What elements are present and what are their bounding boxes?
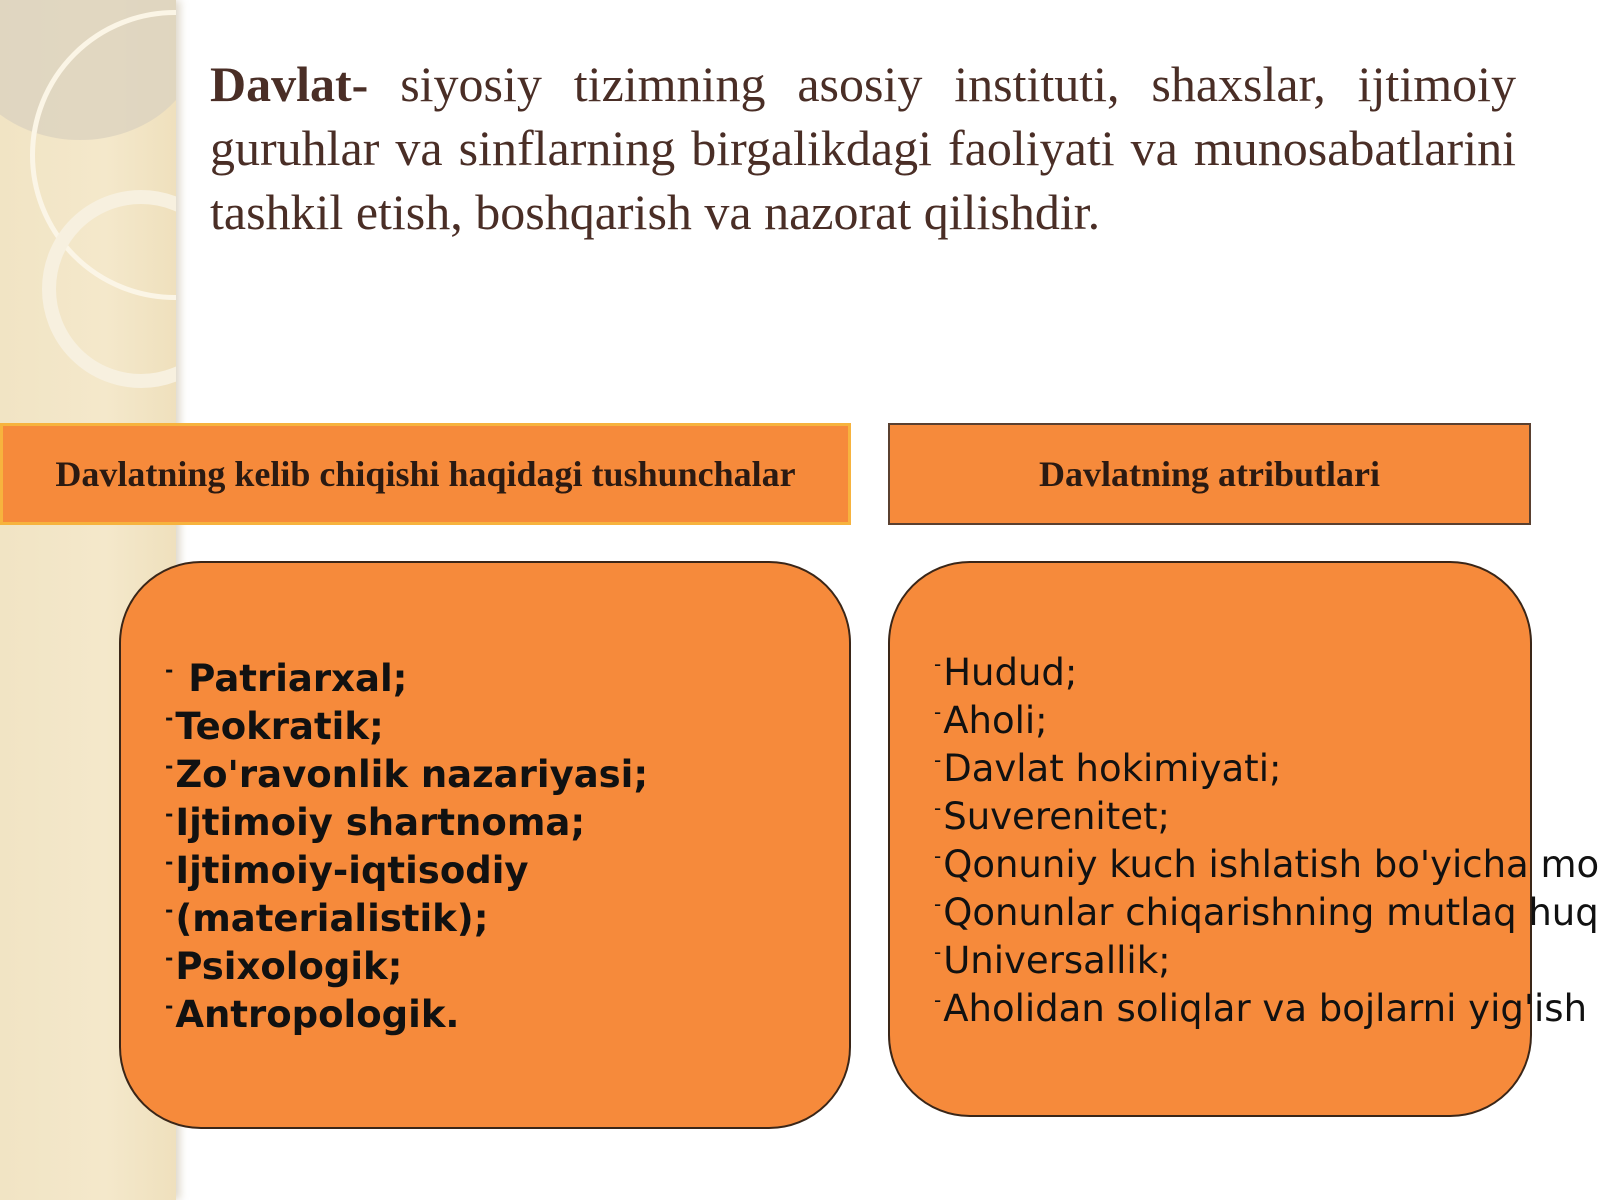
state-attributes-list <box>934 649 1599 1033</box>
definition-text: siyosiy tizimning asosiy instituti, shaxslar, ijtimoiy guruhlar va sinflarning birgalikdagi faoliyati va munosabatlarini tashkil etish, boshqarish va nazorat qilishdir. <box>210 56 1516 240</box>
list-item: -Aholidan soliqlar va bojlarni yig'ish <box>934 987 1588 1030</box>
list-item: -Aholi; <box>934 699 1048 742</box>
list-item: -(materialistik); <box>165 897 489 940</box>
origin-theories-list <box>165 655 648 1039</box>
list-item: -Antropologik. <box>165 993 460 1036</box>
list-item: -Suverenitet; <box>934 795 1170 838</box>
origin-theories-title: Davlatning kelib chiqishi haqidagi tushunchalar <box>55 454 796 494</box>
list-item: -Universallik; <box>934 939 1171 982</box>
state-attributes-box <box>888 561 1600 1117</box>
origin-theories-box <box>119 561 851 1129</box>
list-item: -Qonunlar chiqarishning mutlaq huq <box>934 891 1599 934</box>
list-item: -Psixologik; <box>165 945 403 988</box>
list-item: - Patriarxal; <box>165 657 408 700</box>
list-item: -Hudud; <box>934 651 1078 694</box>
definition-term: Davlat- <box>210 56 369 112</box>
state-attributes-header <box>888 423 1531 525</box>
list-item: -Ijtimoiy shartnoma; <box>165 801 586 844</box>
definition-paragraph <box>210 52 1516 244</box>
list-item: -Ijtimoiy-iqtisodiy <box>165 849 529 892</box>
origin-theories-header <box>0 423 851 525</box>
list-item: -Qonuniy kuch ishlatish bo'yicha mo <box>934 843 1600 886</box>
list-item: -Teokratik; <box>165 705 384 748</box>
list-item: -Zo'ravonlik nazariyasi; <box>165 753 649 796</box>
state-attributes-title: Davlatning atributlari <box>1038 454 1380 494</box>
list-item: -Davlat hokimiyati; <box>934 747 1282 790</box>
